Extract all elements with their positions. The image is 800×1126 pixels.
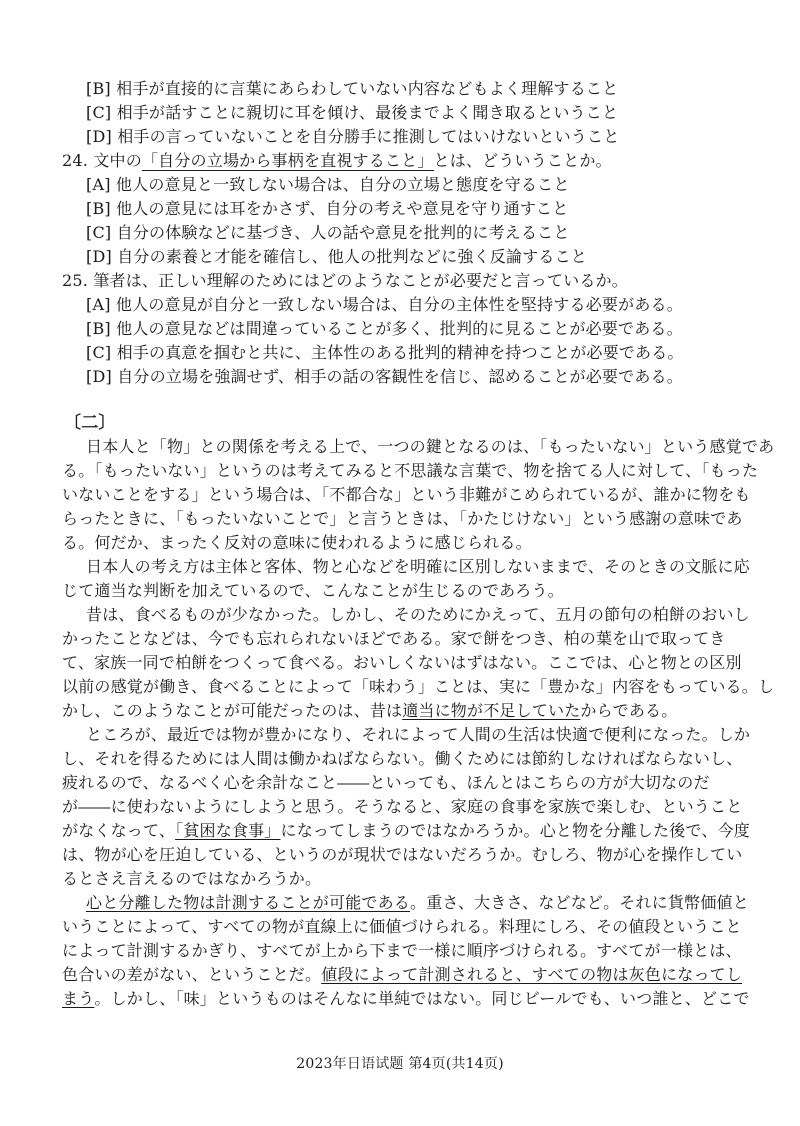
q23-option-d: [D] 相手の言っていないことを自分勝手に推測してはいけないということ bbox=[86, 127, 620, 146]
p3-last-post: からである。 bbox=[580, 701, 678, 720]
q24-underlined-quote: 「自分の立場から事柄を直視すること」 bbox=[141, 151, 434, 170]
q24-option-d: [D] 自分の素養と才能を確信し、他人の批判などに強く反論すること bbox=[86, 247, 587, 266]
q24-stem bbox=[62, 151, 612, 171]
q23-option-c: [C] 相手が話すことに親切に耳を傾け、最後までよく聞き取るということ bbox=[86, 103, 619, 122]
p5-underlined-phrase-2-cont: まう bbox=[62, 989, 95, 1008]
p4-line-underlined bbox=[62, 821, 750, 841]
p4-l5-pre: がなくなって、 bbox=[62, 821, 176, 840]
q24-option-c: [C] 自分の体験などに基づき、人の話や意見を批判的に考えること bbox=[86, 223, 570, 242]
p4-line: 疲れるので、なるべく心を余計なこと――といっても、ほんとはこちらの方が大切なのだ bbox=[62, 773, 710, 792]
p5-l4-pre: 色合いの差がない、ということだ。 bbox=[62, 965, 322, 984]
p3-line-last bbox=[62, 701, 677, 721]
p4-line: し、それを得るためには人間は働かねばならない。働くためには節約しなければならないし、 bbox=[62, 749, 743, 768]
p4-line: るとさえ言えるのではなかろうか。 bbox=[62, 869, 322, 888]
q25-option-c: [C] 相手の真意を掴むと共に、主体性のある批判的精神を持つことが必要である。 bbox=[86, 343, 684, 362]
q23-option-b: [B] 相手が直接的に言葉にあらわしていない内容などもよく理解すること bbox=[86, 79, 619, 98]
q25-option-b: [B] 他人の意見などは間違っていることが多く、批判的に見ることが必要である。 bbox=[86, 319, 683, 338]
p3-last-pre: かし、このようなことが可能だったのは、昔は bbox=[62, 701, 403, 720]
q25-option-a: [A] 他人の意見が自分と一致しない場合は、自分の主体性を堅持する必要がある。 bbox=[86, 295, 683, 314]
q24-option-b: [B] 他人の意見には耳をかさず、自分の考えや意見を守り通すこと bbox=[86, 199, 569, 218]
p5-line: いうことによって、すべての物が直線上に価値づけられる。料理にしろ、その値段ということ bbox=[62, 917, 742, 936]
p5-l1-post: 。重さ、大きさ、などなど。それに貨幣価値と bbox=[410, 893, 749, 912]
p2-line: じて適当な判断を加えているので、こんなことが生じるのであろう。 bbox=[62, 581, 564, 600]
q24-suffix: とは、どういうことか。 bbox=[433, 151, 612, 170]
q24-prefix: 24. 文中の bbox=[62, 151, 142, 170]
p5-line: によって計測するかぎり、すべてが上から下まで一様に順序づけられる。すべてが一様とは、 bbox=[62, 941, 742, 960]
page-footer: 2023年日语试题 第4页(共14页) bbox=[296, 1056, 504, 1072]
p5-l5-post: 。しかし、「味」というものはそんなに単純ではない。同じビールでも、いつ誰と、どこで bbox=[94, 989, 750, 1008]
p1-line: いないことをする」という場合は、「不都合な」という非難がこめられているが、誰かに物をも bbox=[62, 485, 751, 504]
p1-line: らったときに、「もったいないことで」と言うときは、「かたじけない」という感謝の意味であ bbox=[62, 509, 743, 528]
p2-line: 日本人の考え方は主体と客体、物と心などを明確に区別しないままで、そのときの文脈に応 bbox=[86, 557, 750, 576]
p3-line: かったことなどは、今でも忘れられないほどである。家で餅をつき、柏の葉を山で取ってき bbox=[62, 629, 726, 648]
p3-underlined-phrase: 適当に物が不足していた bbox=[402, 701, 581, 720]
p5-underlined-phrase-2: 値段によって計測されると、すべての物は灰色になってし bbox=[321, 965, 743, 984]
section-heading: 〔二〕 bbox=[64, 413, 116, 433]
q25-option-d: [D] 自分の立場を強調せず、相手の話の客観性を信じ、認めることが必要である。 bbox=[86, 367, 683, 386]
p4-underlined-phrase: 「貧困な食事」 bbox=[175, 821, 281, 840]
p5-line-4 bbox=[62, 965, 742, 985]
p3-line: 昔は、食べるものが少なかった。しかし、そのためにかえって、五月の節句の柏餅のおいし bbox=[86, 605, 750, 624]
p1-line: る。「もったいない」というのは考えてみると不思議な言葉で、物を捨てる人に対して、「もった bbox=[62, 461, 759, 480]
p5-line-5 bbox=[62, 989, 750, 1009]
p5-line-1 bbox=[86, 893, 749, 913]
p4-l5-post: になってしまうのではなかろうか。心と物を分離した後で、今度 bbox=[280, 821, 750, 840]
q25-stem: 25. 筆者は、正しい理解のためにはどのようなことが必要だと言っているか。 bbox=[62, 271, 628, 290]
p4-line: が――に使わないようにしようと思う。そうなると、家庭の食事を家族で楽しむ、ということ bbox=[62, 797, 743, 816]
q24-option-a: [A] 他人の意見と一致しない場合は、自分の立場と態度を守ること bbox=[86, 175, 570, 194]
p4-line: は、物が心を圧迫している、というのが現状ではないだろうか。むしろ、物が心を操作してい bbox=[62, 845, 743, 864]
p4-line: ところが、最近では物が豊かになり、それによって人間の生活は快適で便利になった。しか bbox=[86, 725, 751, 744]
p3-line: て、家族一同で柏餅をつくって食べる。おいしくないはずはない。ここでは、心と物との区別 bbox=[62, 653, 742, 672]
p5-underlined-phrase-1: 心と分離した物は計測することが可能である bbox=[86, 893, 411, 912]
p1-line: 日本人と「物」との関係を考える上で、一つの鍵となるのは、「もったいない」という感覚であ bbox=[86, 437, 775, 456]
p3-line: 以前の感覚が働き、食べることによって「味わう」ことは、実に「豊かな」内容をもっている。し bbox=[62, 677, 775, 696]
p1-line: る。何だか、まったく反対の意味に使われるように感じられる。 bbox=[62, 533, 532, 552]
